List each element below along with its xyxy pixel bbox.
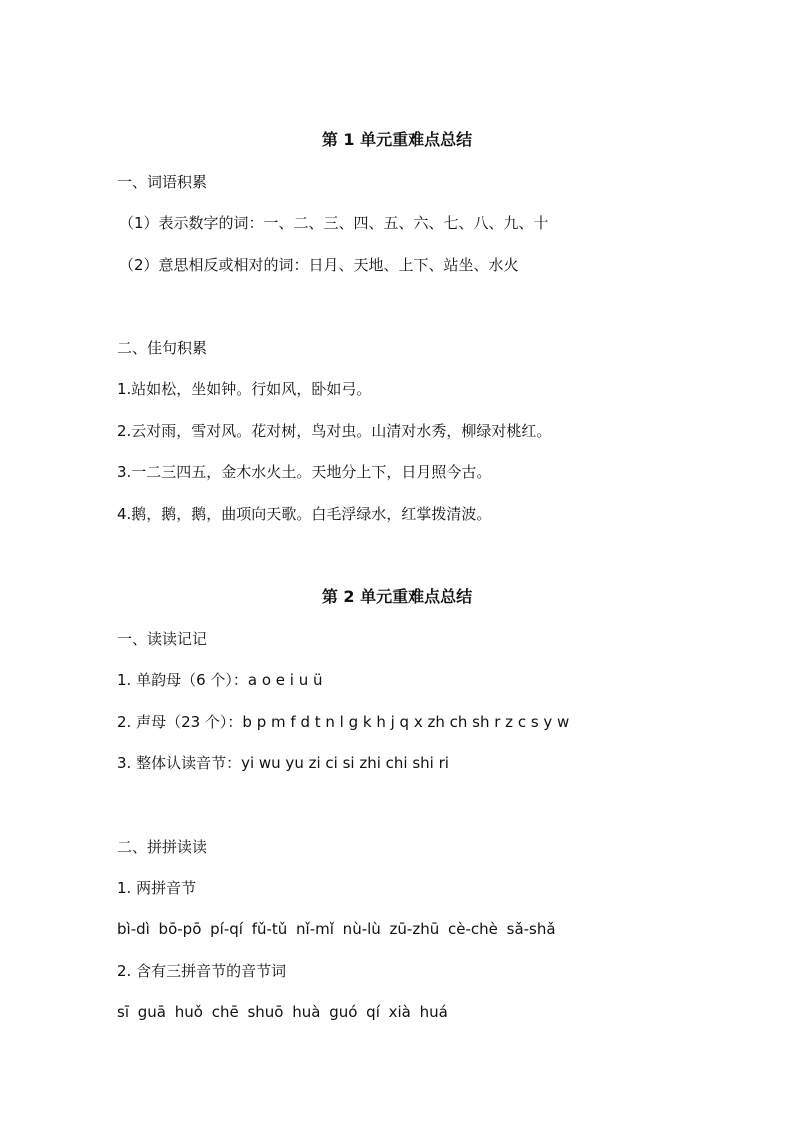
unit2-sub2-label: 2. 含有三拼音节的音节词 (117, 962, 287, 980)
unit2-section1-item-2: 2. 声母（23 个）：b p m f d t n l g k h j q x zh ch sh r z c s y w (117, 713, 570, 731)
unit2-section2-heading: 二、拼拼读读 (117, 838, 208, 856)
unit1-section1-item-1: （1）表示数字的词：一、二、三、四、五、六、七、八、九、十 (119, 214, 549, 232)
unit2-sub1-pinyin: bì-dì bō-pō pí-qí fǔ-tǔ nǐ-mǐ nù-lù zū-zhū cè-chè sǎ-shǎ (117, 920, 556, 938)
unit2-sub2-pinyin: sī guā huǒ chē shuō huà guó qí xià huá (117, 1003, 448, 1021)
unit2-sub1-label: 1. 两拼音节 (117, 879, 197, 897)
unit1-section2-item-3: 3.一二三四五，金木水火土。天地分上下，日月照今古。 (117, 463, 492, 481)
unit2-section1-item-1: 1. 单韵母（6 个）：a o e i u ü (117, 671, 323, 689)
unit2-section1-item-3: 3. 整体认读音节：yi wu yu zi ci si zhi chi shi ri (117, 754, 449, 772)
unit1-section2-item-4: 4.鹅，鹅，鹅，曲项向天歌。白毛浮绿水，红掌拨清波。 (117, 505, 492, 523)
unit1-section2-item-1: 1.站如松，坐如钟。行如风，卧如弓。 (117, 380, 372, 398)
unit1-title: 第 1 单元重难点总结 (321, 130, 473, 149)
unit1-section2-item-2: 2.云对雨，雪对风。花对树，鸟对虫。山清对水秀，柳绿对桃红。 (117, 422, 552, 440)
unit2-title: 第 2 单元重难点总结 (321, 587, 473, 606)
unit1-section1-item-2: （2）意思相反或相对的词：日月、天地、上下、站坐、水火 (119, 256, 519, 274)
unit1-section2-heading: 二、佳句积累 (117, 339, 208, 357)
unit2-section1-heading: 一、读读记记 (117, 630, 208, 648)
unit1-section1-heading: 一、词语积累 (117, 173, 208, 191)
